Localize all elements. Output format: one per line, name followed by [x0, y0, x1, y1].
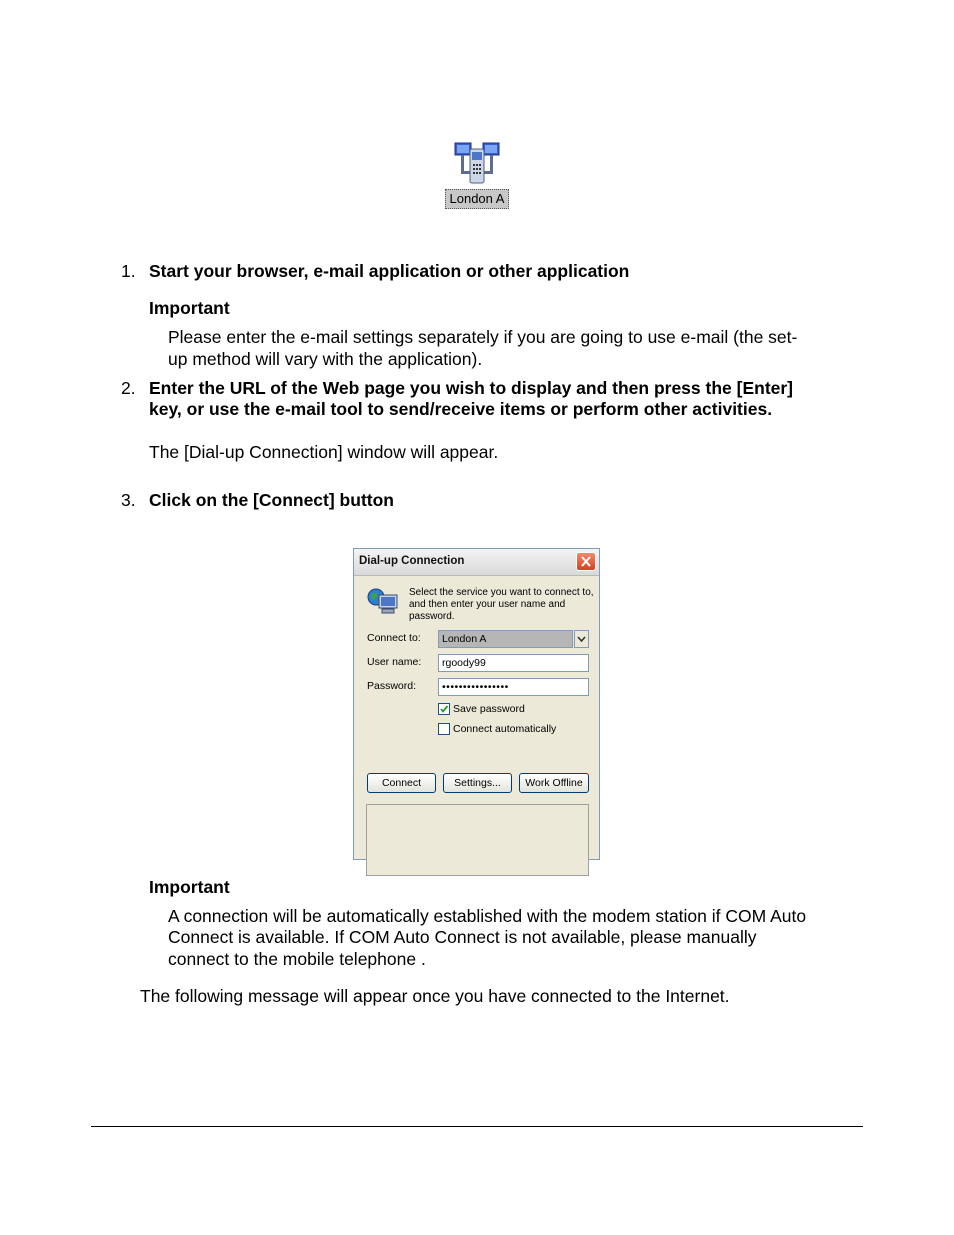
dialog-titlebar: [354, 549, 599, 576]
connect-automatically-label: Connect automatically: [453, 723, 557, 735]
dialog-body: [358, 576, 595, 855]
connect-button[interactable]: Connect: [367, 773, 436, 793]
step-3-number: 3.: [121, 490, 136, 510]
save-password-checkbox[interactable]: [438, 703, 450, 715]
globe-computer-icon: [366, 586, 400, 616]
step-1-number: 1.: [121, 261, 136, 281]
important-heading-2: Important: [149, 877, 230, 897]
connect-to-label: Connect to:: [367, 632, 421, 644]
step-2-number: 2.: [121, 378, 136, 398]
connect-automatically-checkbox[interactable]: [438, 723, 450, 735]
desktop-icon-label: London A: [445, 189, 509, 209]
password-field[interactable]: ••••••••••••••••: [438, 678, 589, 696]
connect-to-select[interactable]: London A: [438, 630, 573, 648]
status-box: [366, 804, 589, 876]
dialup-window-note: The [Dial-up Connection] window will appear.: [149, 442, 499, 462]
user-name-label: User name:: [367, 656, 422, 668]
important-text-1-line-1: Please enter the e-mail settings separately if you are going to use e-mail (the set-: [168, 327, 798, 347]
close-icon: [580, 555, 592, 568]
important-text-2-line-1: A connection will be automatically established with the modem station if COM Auto: [168, 906, 807, 926]
step-2-title-line-1: Enter the URL of the Web page you wish to display and then press the [Enter]: [149, 378, 794, 398]
important-text-2-line-3: connect to the mobile telephone .: [168, 949, 426, 969]
dialog-title: Dial-up Connection: [359, 555, 465, 567]
important-text-1-line-2: up method will vary with the application).: [168, 349, 483, 369]
work-offline-button[interactable]: Work Offline: [519, 773, 589, 793]
important-heading-1: Important: [149, 298, 230, 318]
dialog-instruction: Select the service you want to connect to, and then enter your user name and password.: [409, 587, 594, 622]
network-connection-icon: [444, 141, 510, 189]
dialup-connection-dialog: [353, 548, 600, 860]
important-text-2-line-2: Connect is available. If COM Auto Connect is not available, please manually: [168, 927, 757, 947]
connect-to-dropdown-button[interactable]: [574, 630, 589, 648]
save-password-label: Save password: [453, 703, 525, 715]
chevron-down-icon: [577, 636, 586, 642]
checkmark-icon: [439, 704, 449, 714]
user-name-field[interactable]: rgoody99: [438, 654, 589, 672]
close-button[interactable]: [576, 552, 596, 571]
london-a-desktop-icon[interactable]: [444, 141, 510, 211]
step-2-title-line-2: key, or use the e-mail tool to send/receive items or perform other activities.: [149, 399, 773, 419]
password-label: Password:: [367, 680, 417, 692]
step-1-title: Start your browser, e-mail application or other application: [149, 261, 630, 281]
settings-button[interactable]: Settings...: [443, 773, 512, 793]
final-note: The following message will appear once you have connected to the Internet.: [140, 986, 730, 1006]
footer-rule: [91, 1126, 863, 1127]
step-3-title: Click on the [Connect] button: [149, 490, 394, 510]
